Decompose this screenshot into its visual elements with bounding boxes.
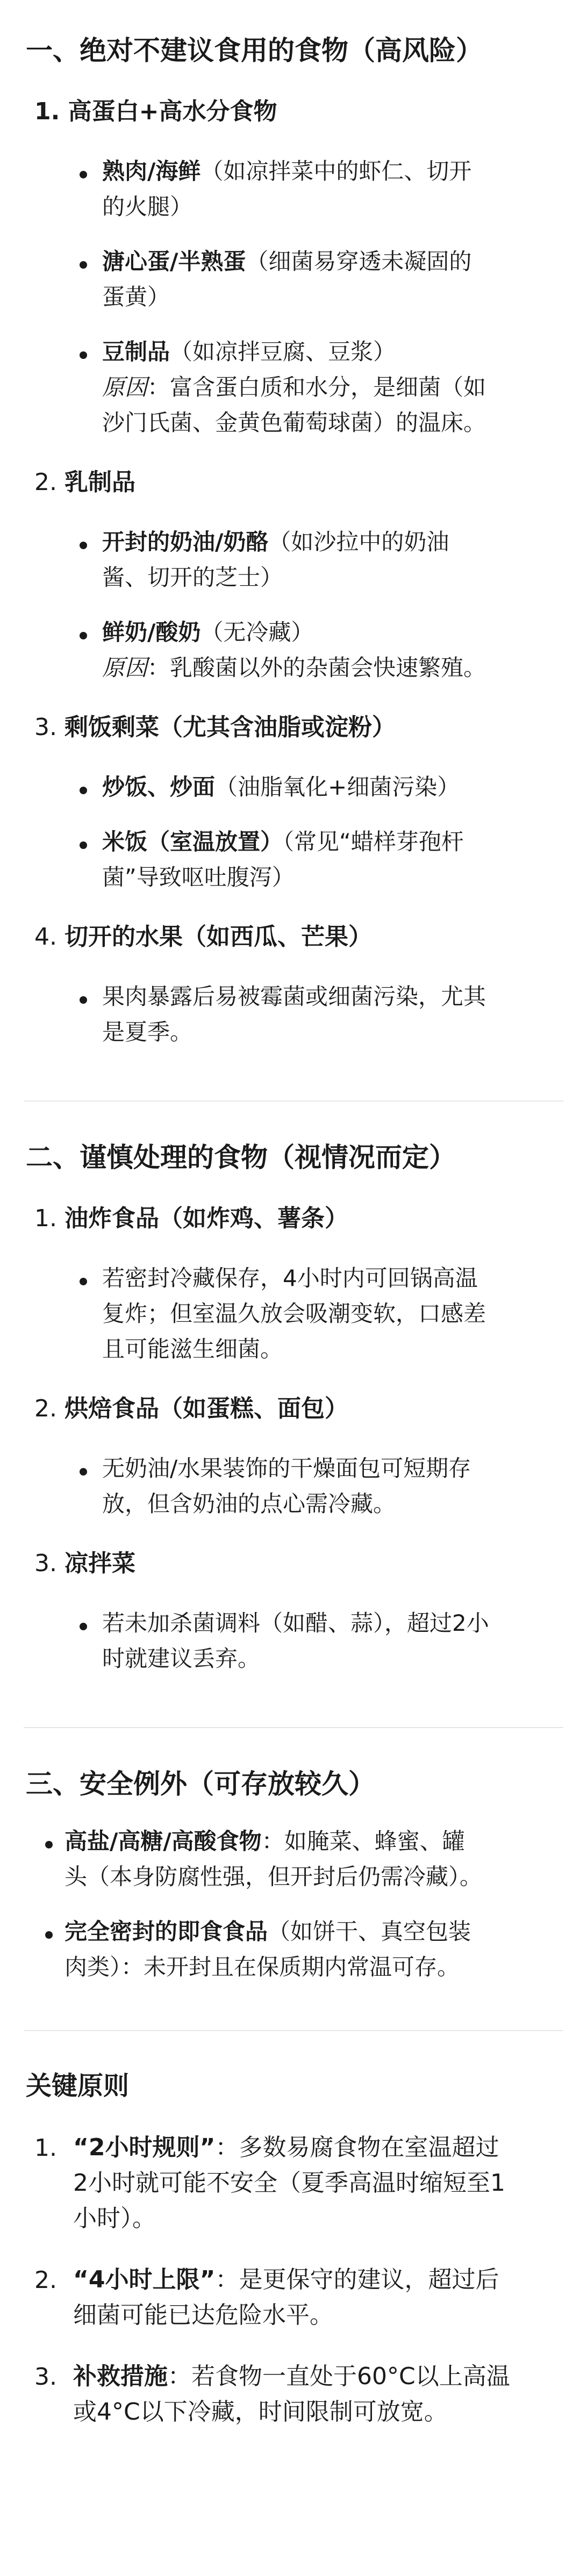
bullet-dot [80,171,87,178]
bullet-dot [80,996,87,1004]
principle-two-hour-rule: “2小时规则”：多数易腐食物在室温超过 2小时就可能不安全（夏季高温时缩短至1 小时）。 [73,2134,505,2232]
group-title-fried-food: 1. 油炸食品（如炸鸡、薯条） [34,1205,348,1232]
list-item-fried-note: 若密封冷藏保存，4小时内可回锅高温 复炸；但室温久放会吸潮变软，口感差 且可能滋生细菌。 [102,1265,486,1362]
bullet-dot [80,1623,87,1630]
list-item-soy-products: 豆制品（如凉拌豆腐、豆浆） 原因：富含蛋白质和水分，是细菌（如 沙门氏菌、金黄色葡萄球菌）的温床。 [102,339,486,436]
group-title-protein: 1. 高蛋白+高水分食物 [34,98,277,125]
bullet-dot [80,261,87,269]
group-title-dairy: 2. 乳制品 [34,469,135,496]
principle-number: 2. [34,2266,57,2294]
section-title-caution: 二、谨慎处理的食物（视情况而定） [26,1142,456,1173]
list-item-cream-cheese: 开封的奶油/奶酪（如沙拉中的奶油 酱、切开的芝士） [102,529,449,591]
group-title-cut-fruit: 4. 切开的水果（如西瓜、芒果） [34,923,372,951]
bullet-dot [80,542,87,549]
section-divider [24,2030,563,2031]
list-item-bakery-note: 无奶油/水果装饰的干燥面包可短期存 放，但含奶油的点心需冷藏。 [102,1455,471,1517]
list-item-cooked-meat: 熟肉/海鲜（如凉拌菜中的虾仁、切开 的火腿） [102,158,472,220]
bullet-dot [80,787,87,794]
section-divider [24,1727,563,1728]
list-item-milk-yogurt: 鲜奶/酸奶（无冷藏） 原因：乳酸菌以外的杂菌会快速繁殖。 [102,619,486,681]
list-item-fruit-note: 果肉暴露后易被霉菌或细菌污染，尤其 是夏季。 [102,983,486,1045]
bullet-dot [45,1931,53,1939]
bullet-dot [80,841,87,849]
bullet-dot [45,1841,53,1848]
list-item-fried-rice: 炒饭、炒面（油脂氧化+细菌污染） [102,774,460,800]
list-item-cold-dish-note: 若未加杀菌调料（如醋、蒜），超过2小 时就建议丢弃。 [102,1610,489,1672]
principle-four-hour-limit: “4小时上限”：是更保守的建议，超过后 细菌可能已达危险水平。 [73,2266,499,2329]
principle-number: 3. [34,2363,57,2391]
list-item-rice: 米饭（室温放置）（常见“蜡样芽孢杆 菌”导致呕吐腹泻） [102,829,464,890]
bullet-dot [80,632,87,639]
group-title-cold-dish: 3. 凉拌菜 [34,1550,135,1577]
section-divider [24,1100,563,1102]
section-title-key-principles: 关键原则 [26,2071,130,2101]
principle-number: 1. [34,2134,57,2162]
section-title-high-risk: 一、绝对不建议食用的食物（高风险） [26,35,483,66]
bullet-dot [80,1468,87,1476]
list-item-sealed-food: 完全密封的即食食品（如饼干、真空包装 肉类）：未开封且在保质期内常温可存。 [65,1918,471,1980]
bullet-dot [80,351,87,359]
list-item-soft-egg: 溏心蛋/半熟蛋（细菌易穿透未凝固的 蛋黄） [102,248,472,310]
bullet-dot [80,1278,87,1285]
section-title-safe-exceptions: 三、安全例外（可存放较久） [26,1768,375,1800]
group-title-bakery: 2. 烘焙食品（如蛋糕、面包） [34,1395,348,1422]
principle-remedy: 补救措施：若食物一直处于60°C以上高温 或4°C以下冷藏，时间限制可放宽。 [73,2363,510,2426]
list-item-preserved-food: 高盐/高糖/高酸食物：如腌菜、蜂蜜、罐 头（本身防腐性强，但开封后仍需冷藏）。 [65,1828,483,1890]
group-title-leftovers: 3. 剩饭剩菜（尤其含油脂或淀粉） [34,714,396,741]
